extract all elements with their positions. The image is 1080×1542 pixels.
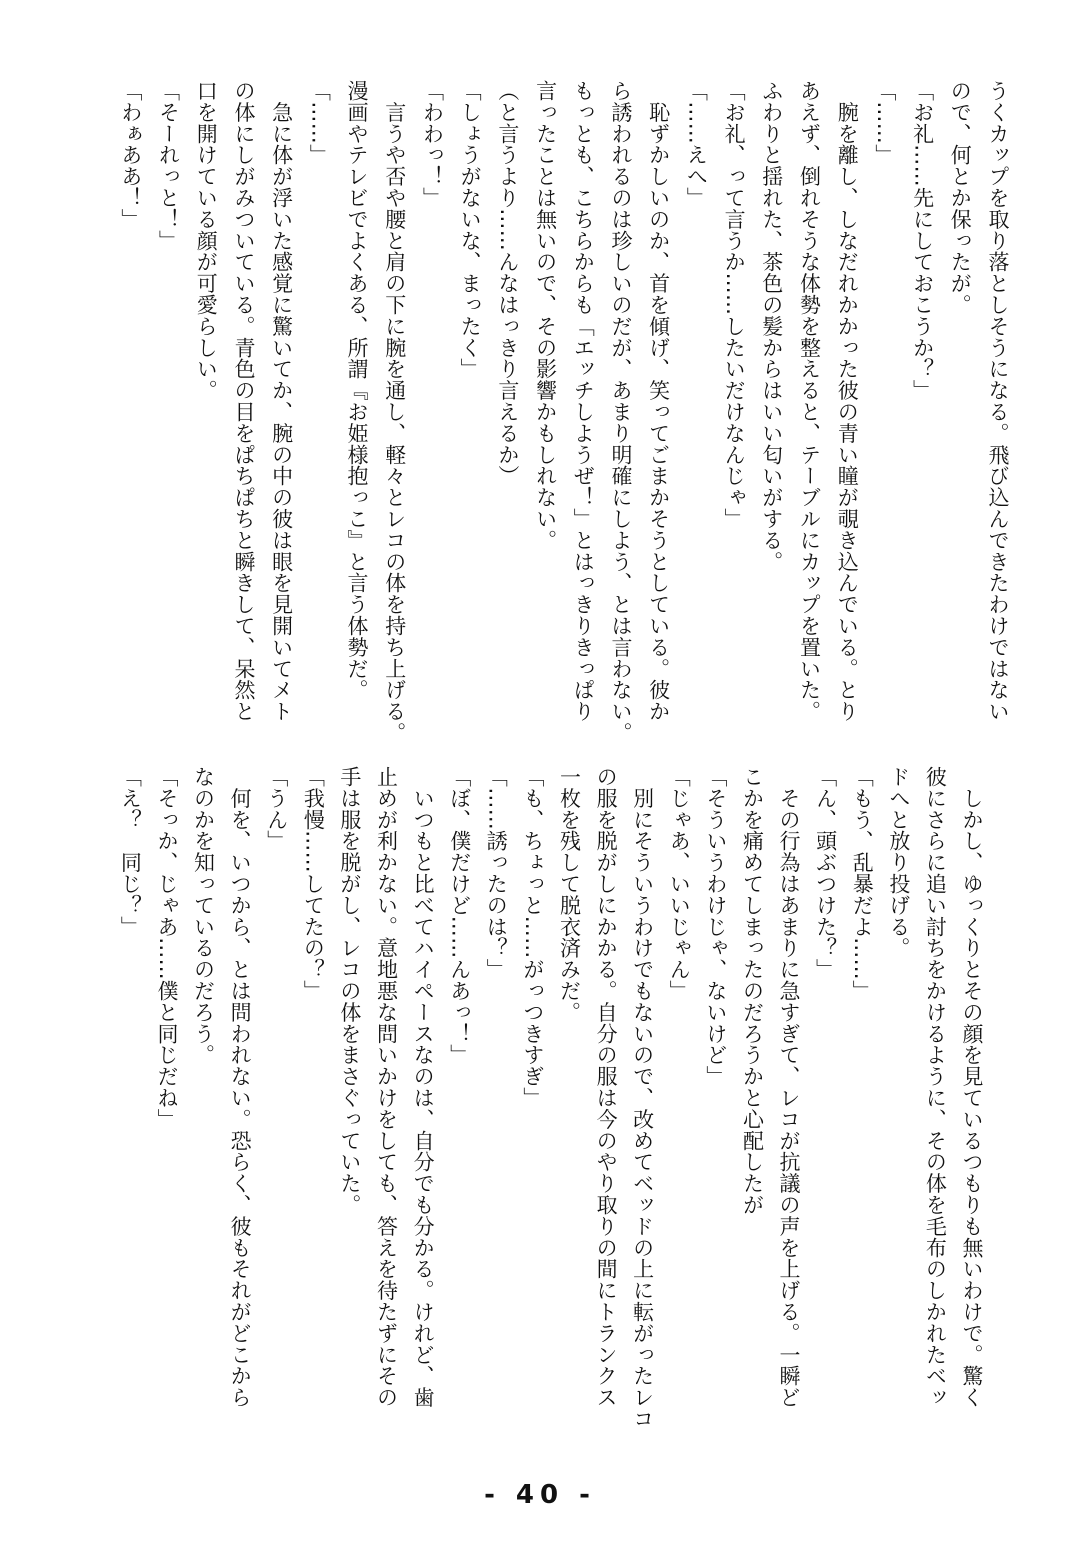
text-line: ふわりと揺れた、茶色の髪からはいい匂いがする。 <box>759 80 784 573</box>
text-line: 「わわっ！」 <box>420 80 445 209</box>
text-line: あえず、倒れそうな体勢を整えると、テーブルにカップを置いた。 <box>797 80 822 722</box>
text-block-top <box>111 80 1016 770</box>
text-line: 「え？ 同じ？」 <box>118 766 143 938</box>
text-line: 腕を離し、しなだれかかった彼の青い瞳が覗き込んでいる。とり <box>835 80 860 722</box>
text-line: いつもと比べてハイペースなのは、自分でも分かる。けれど、歯 <box>411 766 436 1408</box>
text-line: の服を脱がしにかかる。自分の服は今のやり取りの間にトランクス <box>594 766 619 1408</box>
text-block-bottom <box>112 766 990 1466</box>
page-number: - 40 - <box>484 1480 596 1510</box>
text-line: 手は服を脱がし、レコの体をまさぐっていた。 <box>337 766 362 1216</box>
text-line: 「もう、乱暴だよ……」 <box>850 766 875 1002</box>
text-line: 「……」 <box>872 80 897 166</box>
text-line: もっとも、こちらからも「エッチしようぜ！」とはっきりきっぱり <box>571 80 596 722</box>
text-line: 言ったことは無いので、その影響かもしれない。 <box>533 80 558 551</box>
text-line: 「わぁああ！」 <box>118 80 143 230</box>
text-line: （と言うより……んなはっきり言えるか） <box>495 80 520 487</box>
text-line: 「じゃあ、いいじゃん」 <box>667 766 692 1002</box>
text-line: 急に体が浮いた感覚に驚いてか、腕の中の彼は眼を見開いてメト <box>269 80 294 722</box>
text-line: しかし、ゆっくりとその顔を見ているつもりも無いわけで。驚く <box>960 766 984 1408</box>
text-line: 「そういうわけじゃ、ないけど」 <box>703 766 728 1087</box>
text-line: ので、何とか保ったが。 <box>948 80 973 316</box>
text-line: 「ん、頭ぶつけた？」 <box>813 766 838 980</box>
text-line: 「しょうがないな、まったく」 <box>458 80 483 380</box>
text-line: 「……誘ったのは？」 <box>484 766 509 980</box>
text-line: なのかを知っているのだろう。 <box>191 766 216 1066</box>
text-line: 恥ずかしいのか、首を傾げ、笑ってごまかそうとしている。彼か <box>646 80 671 722</box>
text-line: 「ぼ、僕だけど……んあっ！」 <box>447 766 472 1066</box>
text-line: 「……」 <box>307 80 332 166</box>
text-line: その行為はあまりに急すぎて、レコが抗議の声を上げる。一瞬ど <box>777 766 802 1408</box>
text-line: 一枚を残して脱衣済みだ。 <box>557 766 582 1023</box>
text-line: の体にしがみついている。青色の目をぱちぱちと瞬きして、呆然と <box>231 80 256 722</box>
text-line: 「お礼、って言うか……したいだけなんじゃ」 <box>722 80 747 530</box>
text-line: ら誘われるのは珍しいのだが、あまり明確にしよう、とは言わない。 <box>608 80 633 744</box>
text-line: 彼にさらに追い討ちをかけるように、その体を毛布のしかれたベッ <box>923 766 948 1408</box>
text-line: ドへと放り投げる。 <box>886 766 911 959</box>
text-line: こかを痛めてしまったのだろうかと心配したが <box>740 766 765 1216</box>
text-line: 言うや否や腰と肩の下に腕を通し、軽々とレコの体を持ち上げる。 <box>382 80 407 744</box>
text-line: 「我慢……してたの？」 <box>301 766 326 1002</box>
text-line: 「そっか、じゃあ……僕と同じだね」 <box>154 766 179 1130</box>
text-line: 「うん」 <box>264 766 289 852</box>
text-line: 止めが利かない。意地悪な問いかけをしても、答えを待たずにその <box>374 766 399 1408</box>
text-line: 「も、ちょっと……がっつきすぎ」 <box>520 766 545 1109</box>
text-line: 「そーれっと！」 <box>156 80 181 252</box>
text-line: 別にそういうわけでもないので、改めてベッドの上に転がったレコ <box>630 766 655 1430</box>
text-line: うくカップを取り落としそうになる。飛び込んできたわけではない <box>986 80 1010 722</box>
text-line: 「お礼……先にしておこうか？」 <box>910 80 935 401</box>
text-line: 何を、いつから、とは問われない。恐らく、彼もそれがどこから <box>228 766 253 1408</box>
text-line: 「……えへ」 <box>684 80 709 209</box>
text-line: 口を開けている顔が可愛らしい。 <box>194 80 219 401</box>
text-line: 漫画やテレビでよくある、所謂『お姫様抱っこ』と言う体勢だ。 <box>345 80 370 701</box>
